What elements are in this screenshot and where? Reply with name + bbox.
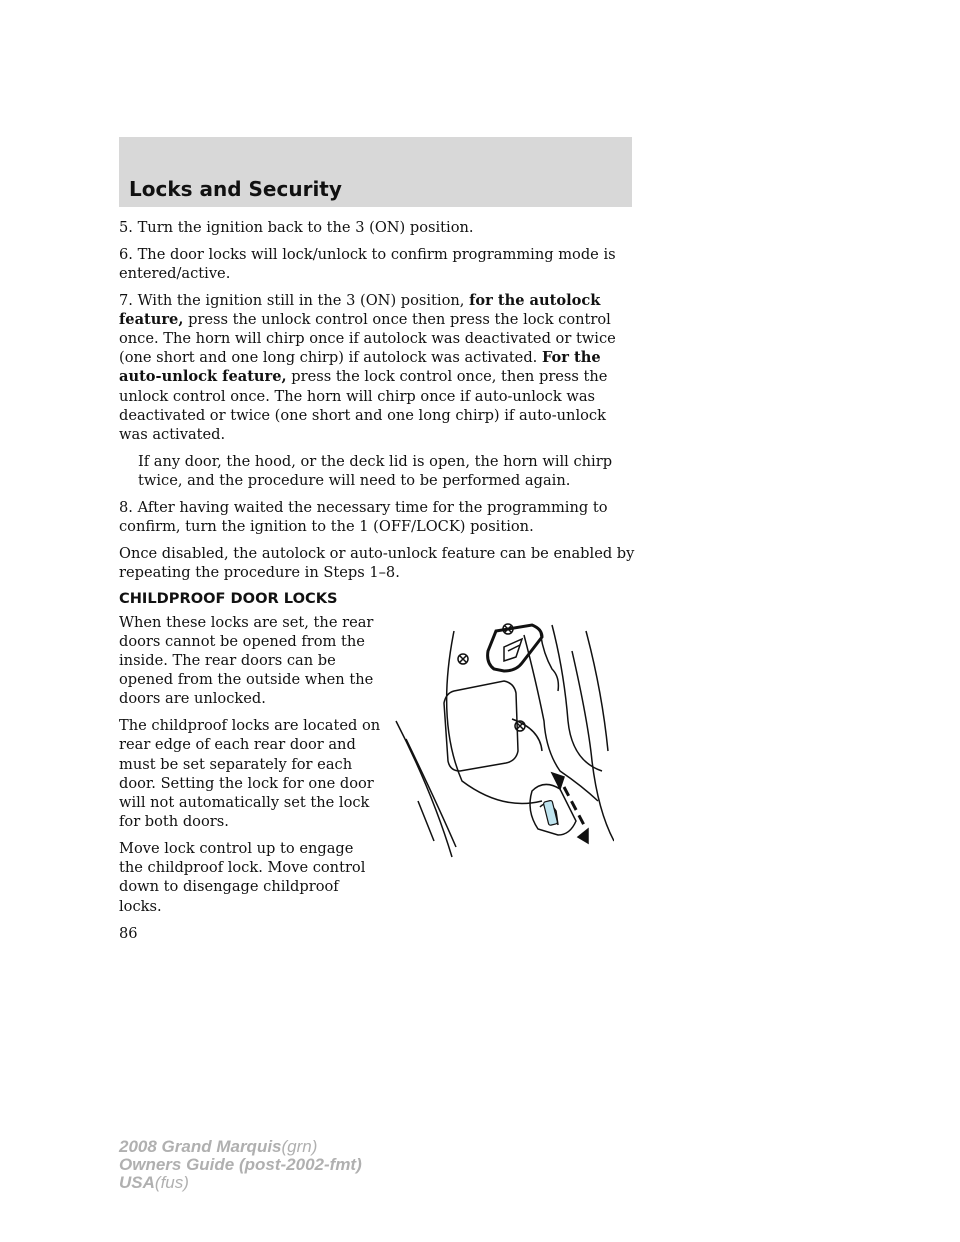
childproof-paragraph: When these locks are set, the rear doors cannot be opened from the inside. The rear doors can be opened from the outside when the doors are unlocked.	[119, 613, 374, 708]
section-title: Locks and Security	[129, 177, 342, 201]
childproof-lock-illustration	[392, 611, 614, 859]
step-7: 7. With the ignition still in the 3 (ON) position, for the autolock feature, press the unlock control once then press the lock control once. The horn will chirp once if autolock was deactivated or twice (one short and one long chirp) if autolock was activated. For the auto-unlock feature, press the lock control once, then press the unlock control once. The horn will chirp once if auto-unlock was deactivated or twice (one short and one long chirp) if auto-unlock was activated.	[119, 291, 616, 444]
childproof-text	[119, 613, 381, 916]
childproof-section	[119, 613, 639, 916]
step-6: 6. The door locks will lock/unlock to confirm programming mode is entered/active.	[119, 245, 616, 282]
step-5: 5. Turn the ignition back to the 3 (ON) position.	[119, 219, 474, 236]
childproof-paragraph: Move lock control up to engage the childproof lock. Move control down to disengage childproof locks.	[119, 839, 366, 915]
footer-line: USA(fus)	[119, 1173, 189, 1192]
step-8: 8. After having waited the necessary time for the programming to confirm, turn the ignition to the 1 (OFF/LOCK) position.	[119, 498, 608, 535]
page-number: 86	[119, 925, 138, 942]
document-footer	[119, 1138, 362, 1192]
section-header-band	[119, 137, 632, 207]
childproof-heading: CHILDPROOF DOOR LOCKS	[119, 590, 338, 608]
footer-line: Owners Guide (post-2002-fmt)	[119, 1155, 362, 1174]
childproof-paragraph: The childproof locks are located on rear edge of each rear door and must be set separately for each door. Setting the lock for one door will not automatically set the lock for both doors.	[119, 717, 381, 831]
footer-line: 2008 Grand Marquis(grn)	[119, 1137, 318, 1156]
disabled-note: Once disabled, the autolock or auto-unlock feature can be enabled by repeating the procedure in Steps 1–8.	[119, 544, 635, 581]
page-content	[119, 218, 639, 923]
door-open-note: If any door, the hood, or the deck lid is open, the horn will chirp twice, and the procedure will need to be performed again.	[138, 452, 613, 489]
